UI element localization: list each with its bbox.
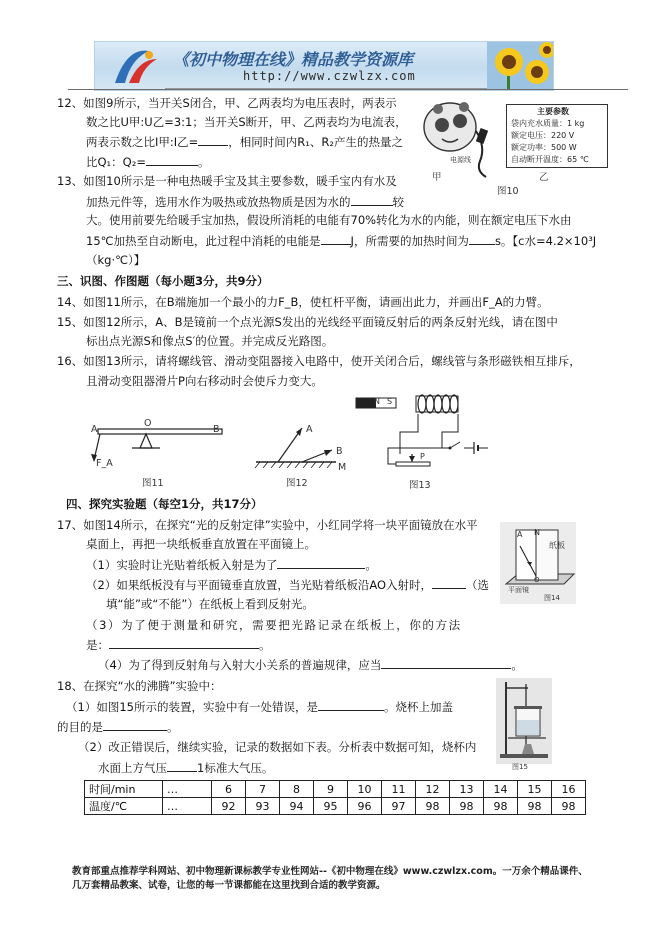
fig10-label-yi: 乙 bbox=[539, 172, 549, 183]
q13-blank-time[interactable] bbox=[469, 233, 495, 245]
fig12-caption: 图12 bbox=[286, 478, 308, 489]
q17-part1-a: （1）实验时让光贴着纸板入射是为了 bbox=[86, 558, 278, 572]
table-cell: 7 bbox=[246, 781, 280, 798]
table-cell: 94 bbox=[280, 798, 314, 815]
table-cell: 98 bbox=[450, 798, 484, 815]
q18-part2: （2）改正错误后，继续实验，记录的数据如下表。分析表中数据可知，烧杯内 bbox=[78, 740, 477, 754]
q13-line4-b: J，所需要的加热时间为 bbox=[350, 234, 469, 248]
sunflower-image bbox=[487, 42, 553, 90]
fig12-label-m: M bbox=[338, 462, 347, 473]
fig14-mirror-label: 平面镜 bbox=[508, 586, 529, 594]
q17-part2-cont: 填“能”或“不能”）在纸板上看到反射光。 bbox=[106, 597, 314, 611]
q17-blank-1[interactable] bbox=[277, 557, 365, 569]
fig12-label-b: B bbox=[336, 446, 343, 457]
table-cell: 96 bbox=[348, 798, 382, 815]
site-logo bbox=[109, 45, 161, 87]
fig13-label-n: N bbox=[374, 397, 380, 406]
q18-part1-cont bbox=[57, 719, 179, 734]
footer-line1: 教育部重点推荐学科网站、初中物理新课标教学专业性网站--《初中物理在线》www.czwlzx.com。一万余个精品课件、 bbox=[72, 866, 588, 877]
q12-line4-a: 比Q₁：Q₂= bbox=[86, 155, 146, 169]
fig12-label-a: A bbox=[306, 424, 313, 435]
table-cell: 98 bbox=[518, 798, 552, 815]
q12-line3 bbox=[86, 134, 403, 149]
table-cell: 92 bbox=[212, 798, 246, 815]
table-cell: 14 bbox=[484, 781, 518, 798]
fig10-param-row: 额定电压：220 V bbox=[511, 131, 575, 140]
header-rule bbox=[68, 89, 628, 90]
q18-part2-b: 水面上方气压 bbox=[98, 761, 167, 775]
fig13-label-s: S bbox=[387, 397, 393, 406]
q18-part1-a: （1）如图15所示的装置，实验中有一处错误，是 bbox=[66, 700, 318, 714]
fig15-caption: 图15 bbox=[512, 763, 528, 771]
fig10-param-row: 额定功率：500 W bbox=[511, 143, 577, 152]
table-cell: 93 bbox=[246, 798, 280, 815]
table-cell: 11 bbox=[382, 781, 416, 798]
q12-line4 bbox=[86, 154, 209, 169]
page-footer bbox=[72, 865, 588, 893]
q16-line1: 16、如图13所示，请将螺线管、滑动变阻器接入电路中，使开关闭合后，螺线管与条形磁铁相互排斥， bbox=[57, 354, 581, 368]
fig11-caption: 图11 bbox=[142, 478, 164, 489]
q18-blank-3[interactable] bbox=[167, 760, 197, 772]
q17-part1 bbox=[86, 557, 377, 572]
q17-line1: 17、如图14所示，在探究“光的反射定律”实验中，小红同学将一块平面镜放在水平 bbox=[57, 518, 478, 532]
q12-line3-a: 两表示数之比I甲:I乙= bbox=[86, 135, 199, 149]
banner-url[interactable]: http://www.czwlzx.com bbox=[243, 69, 416, 83]
fig13-caption: 图13 bbox=[409, 480, 431, 491]
q12-blank-ratio[interactable] bbox=[198, 134, 228, 146]
q13-line4-c: s。【c水=4.2×10³J bbox=[494, 234, 597, 248]
q13-line2-a: 加热元件等，选用水作为吸热或放热物质是因为水的 bbox=[86, 195, 351, 209]
q13-line4-a: 15℃加热至自动断电，此过程中消耗的电能是 bbox=[86, 234, 321, 248]
fig11-label-fa: F_A bbox=[96, 458, 113, 469]
q12-line1: 12、如图9所示，当开关S闭合，甲、乙两表均为电压表时，两表示 bbox=[57, 96, 397, 110]
q13-line2 bbox=[86, 194, 404, 209]
fig10-caption: 图10 bbox=[497, 186, 519, 197]
fig10-params-title: 主要参数 bbox=[537, 107, 569, 116]
section4-heading: 四、探究实验题（每空1分，共17分） bbox=[66, 497, 263, 511]
table-cell: 9 bbox=[314, 781, 348, 798]
q17-part3-b: 是： bbox=[86, 638, 109, 652]
fig10-param-row: 袋内充水质量：1 kg bbox=[511, 119, 585, 128]
table-cell: 95 bbox=[314, 798, 348, 815]
fig14-label-a: A bbox=[517, 530, 523, 539]
table-header-time: 时间/min bbox=[85, 781, 163, 798]
q18-part1-d: 。 bbox=[167, 720, 179, 734]
fig11-label-a: A bbox=[91, 424, 98, 435]
banner-title: 《初中物理在线》精品教学资源库 bbox=[173, 50, 414, 69]
q16-line2: 且滑动变阻器滑片P向右移动时会使斥力变大。 bbox=[86, 374, 323, 388]
q18-part2-cont bbox=[98, 760, 273, 775]
q18-part1-b: 。烧杯上加盖 bbox=[383, 700, 453, 714]
q15-line2: 标出点光源S和像点S′的位置。并完成反光路图。 bbox=[86, 334, 334, 348]
q13-line2-b: 较 bbox=[392, 195, 404, 209]
fig14-caption: 图14 bbox=[544, 594, 560, 602]
section3-heading: 三、识图、作图题（每小题3分，共9分） bbox=[57, 274, 269, 288]
q12-blank-heat[interactable] bbox=[146, 154, 198, 166]
q18-line1: 18、在探究“水的沸腾”实验中： bbox=[57, 679, 222, 693]
fig10-cord-label: 电源线 bbox=[450, 156, 471, 164]
fig11-label-o: O bbox=[144, 418, 152, 429]
q17-part3: （3）为了便于测量和研究，需要把光路记录在纸板上，你的方法 bbox=[86, 618, 462, 632]
q13-line3: 大。使用前要先给暖手宝加热，假设所消耗的电能有70%转化为水的内能，则在额定电压下水由 bbox=[86, 213, 572, 227]
figure12-mirror bbox=[250, 420, 350, 470]
table-cell: 98 bbox=[416, 798, 450, 815]
fig10-param-row: 自动断开温度：65 ℃ bbox=[511, 155, 589, 164]
q12-line3-b: ，相同时间内R₁、R₂产生的热量之 bbox=[228, 135, 403, 149]
table-cell: 12 bbox=[416, 781, 450, 798]
q12-line4-b: 。 bbox=[197, 155, 210, 169]
fig14-board-label: 纸板 bbox=[549, 541, 565, 550]
table-row bbox=[85, 781, 586, 798]
table-cell: 6 bbox=[212, 781, 246, 798]
q18-blank-1[interactable] bbox=[318, 699, 384, 711]
fig11-label-b: B bbox=[213, 424, 220, 435]
q13-line1: 13、如图10所示是一种电热暖手宝及其主要参数，暖手宝内有水及 bbox=[57, 174, 397, 188]
table-row bbox=[85, 798, 586, 815]
q17-part2-a: （2）如果纸板没有与平面镜垂直放置，当光贴着纸板沿AO入射时， bbox=[86, 578, 433, 592]
fig13-label-p: P bbox=[420, 452, 425, 461]
table-cell: 15 bbox=[518, 781, 552, 798]
q14-text: 14、如图11所示，在B端施加一个最小的力F_B，使杠杆平衡，请画出此力，并画出F_A的力臂。 bbox=[57, 295, 549, 309]
figure15-boiling-apparatus bbox=[496, 678, 552, 764]
table-cell: 98 bbox=[484, 798, 518, 815]
table-cell: 97 bbox=[382, 798, 416, 815]
fig14-label-n: N bbox=[534, 528, 540, 537]
q17-part2-b: （选 bbox=[466, 578, 490, 592]
boiling-data-table bbox=[84, 780, 586, 815]
header-banner bbox=[94, 41, 554, 91]
footer-line2: 几万套精品教案、试卷，让您的每一节课都能在这里找到合适的教学资源。 bbox=[72, 880, 386, 891]
q18-blank-2[interactable] bbox=[103, 719, 167, 731]
q17-part3-c: 。 bbox=[259, 638, 271, 652]
q13-line5: （kg·℃）】 bbox=[86, 253, 146, 267]
table-header-temp: 温度/℃ bbox=[85, 798, 163, 815]
q18-part1 bbox=[66, 699, 453, 714]
q18-part1-c: 的目的是 bbox=[57, 720, 103, 734]
q13-blank-property[interactable] bbox=[351, 194, 393, 206]
table-cell: 8 bbox=[280, 781, 314, 798]
fig14-label-o: O bbox=[534, 576, 540, 584]
q18-part2-c: 1标准大气压。 bbox=[197, 761, 274, 775]
q17-blank-3[interactable] bbox=[109, 637, 259, 649]
q17-blank-2[interactable] bbox=[432, 577, 466, 589]
table-cell: 98 bbox=[552, 798, 586, 815]
q12-line2: 数之比U甲:U乙=3:1；当开关S断开，甲、乙两表均为电流表， bbox=[86, 115, 407, 129]
q17-part4-b: 。 bbox=[511, 658, 523, 672]
q17-part4-a: （4）为了得到反射角与入射大小关系的普遍规律，应当 bbox=[98, 658, 382, 672]
table-cell: 10 bbox=[348, 781, 382, 798]
q17-part2 bbox=[86, 577, 489, 592]
q13-blank-energy[interactable] bbox=[321, 233, 351, 245]
q17-part3-cont bbox=[86, 637, 271, 652]
fig10-params-box bbox=[506, 104, 608, 168]
table-cell: 16 bbox=[552, 781, 586, 798]
q15-line1: 15、如图12所示，A、B是镜前一个点光源S发出的光线经平面镜反射后的两条反射光线，请在图中 bbox=[57, 315, 558, 329]
q13-line4 bbox=[86, 233, 596, 248]
fig10-label-jia: 甲 bbox=[432, 172, 442, 183]
table-ellipsis: … bbox=[163, 781, 212, 798]
table-cell: 13 bbox=[450, 781, 484, 798]
q17-blank-4[interactable] bbox=[381, 657, 511, 669]
q17-line2: 桌面上，再把一块纸板垂直放置在平面镜上。 bbox=[86, 537, 316, 551]
q17-part1-b: 。 bbox=[365, 558, 377, 572]
q17-part4 bbox=[98, 657, 523, 672]
table-ellipsis: … bbox=[163, 798, 212, 815]
